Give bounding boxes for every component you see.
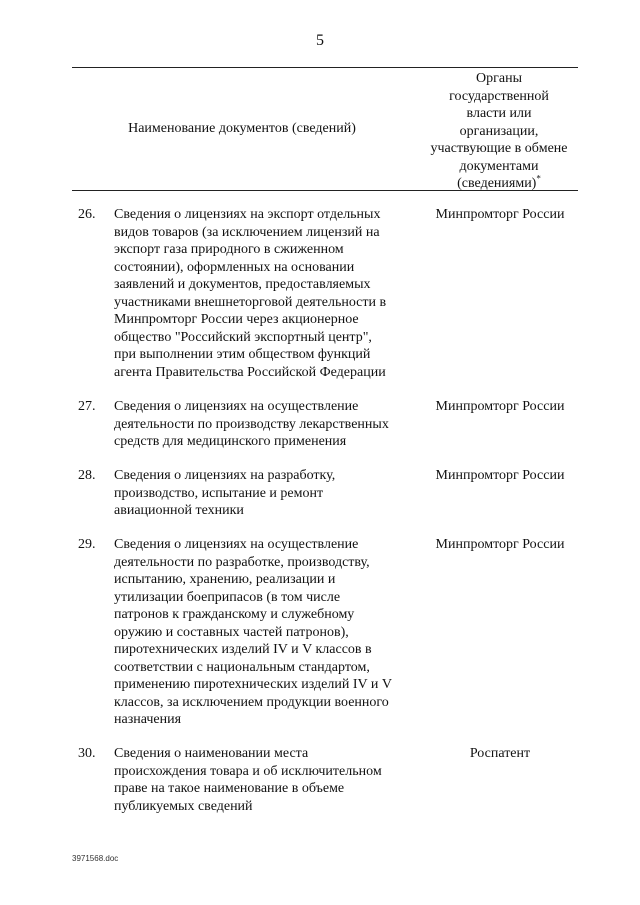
row-number: 28. [78, 468, 96, 483]
description-line: деятельности по производству лекарственных [114, 416, 389, 432]
column-header-organizations [420, 70, 578, 193]
row-organization: Минпромторг России [435, 399, 565, 414]
description-line: назначения [114, 712, 182, 727]
header-line: организации, [459, 123, 539, 139]
description-line: Сведения о наименовании места [114, 746, 309, 761]
description-line: применению пиротехнических изделий IV и V [114, 677, 392, 692]
description-line: испытанию, хранению, реализации и [114, 572, 336, 587]
description-line: Сведения о лицензиях на осуществление [114, 399, 359, 414]
page-number: 5 [316, 32, 324, 49]
description-line: Сведения о лицензиях на осуществление [114, 537, 359, 552]
description-line: публикуемых сведений [114, 798, 253, 814]
description-line: праве на такое наименование в объеме [114, 781, 345, 796]
description-line: участниками внешнеторговой деятельности в [114, 294, 387, 310]
header-line: власти или [466, 106, 532, 121]
row-description [114, 467, 414, 520]
description-line: утилизации боеприпасов (в том числе [114, 589, 341, 605]
row-number: 27. [78, 399, 96, 414]
description-line: Минпромторг России через акционерное [114, 312, 359, 327]
table-top-rule [72, 67, 578, 68]
header-line: участвующие в обмене [430, 141, 568, 156]
description-line: при выполнении этим обществом функций [114, 347, 371, 362]
header-line: Органы [476, 71, 522, 86]
header-line-text: (сведениями) [457, 176, 537, 191]
description-line: состоянии), оформленных на основании [114, 259, 355, 275]
description-line: авиационной техники [114, 503, 244, 518]
row-description [114, 206, 414, 381]
header-line: документами [459, 158, 539, 174]
row-description [114, 745, 414, 815]
description-line: агента Правительства Российской Федерации [114, 364, 386, 380]
footnote-mark: * [536, 173, 541, 184]
row-description [114, 536, 414, 729]
row-organization: Роспатент [469, 746, 531, 761]
description-line: видов товаров (за исключением лицензий на [114, 224, 380, 240]
row-organization: Минпромторг России [435, 468, 565, 483]
row-description [114, 398, 414, 451]
table-header-bottom-rule [72, 190, 578, 191]
description-line: оружию и составных частей патронов), [114, 624, 349, 640]
description-line: классов, за исключением продукции военного [114, 694, 389, 710]
footer-file-name: 3971568.doc [72, 854, 119, 863]
description-line: соответствии с национальным стандартом, [114, 659, 370, 675]
description-line: средств для медицинского применения [114, 434, 347, 449]
column-header-documents: Наименование документов (сведений) [128, 121, 356, 136]
description-line: патронов к гражданскому и служебному [114, 607, 355, 622]
description-line: деятельности по разработке, производству, [114, 554, 370, 570]
row-organization: Минпромторг России [435, 207, 565, 222]
row-number: 26. [78, 207, 96, 222]
row-number: 29. [78, 537, 96, 552]
description-line: производство, испытание и ремонт [114, 485, 324, 501]
description-line: происхождения товара и об исключительном [114, 763, 382, 779]
description-line: общество "Российский экспортный центр", [114, 329, 372, 345]
header-line: государственной [449, 88, 549, 104]
description-line: заявлений и документов, предоставляемых [114, 277, 371, 292]
row-number: 30. [78, 746, 96, 761]
description-line: Сведения о лицензиях на экспорт отдельных [114, 207, 381, 222]
row-organization: Минпромторг России [435, 537, 565, 552]
description-line: пиротехнических изделий IV и V классов в [114, 642, 372, 657]
description-line: экспорт газа природного в сжиженном [114, 242, 344, 257]
description-line: Сведения о лицензиях на разработку, [114, 468, 336, 483]
